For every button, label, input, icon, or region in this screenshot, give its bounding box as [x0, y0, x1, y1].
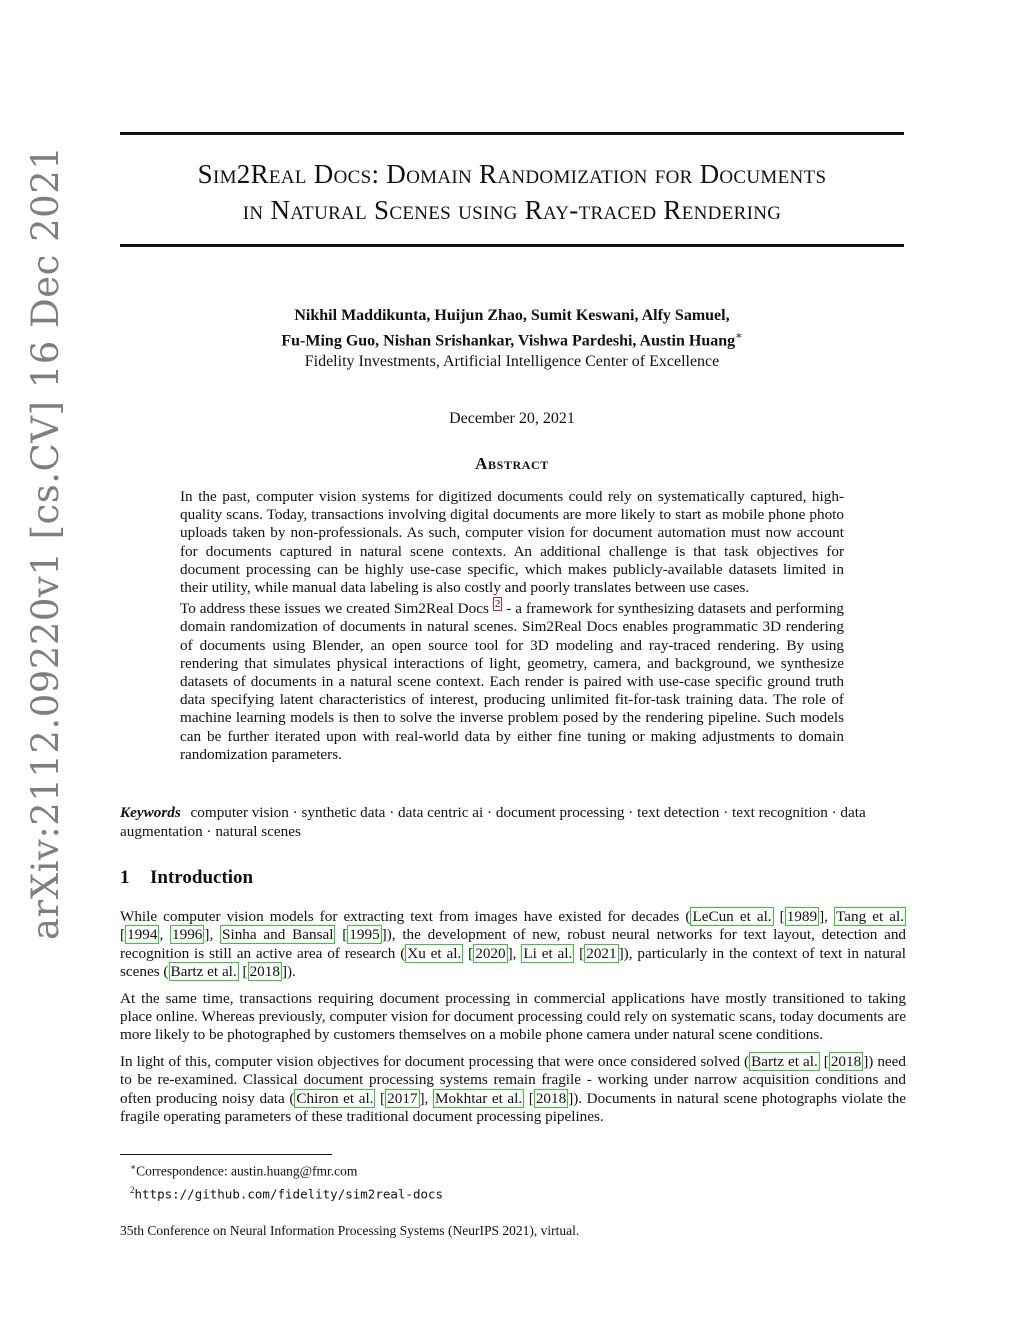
- paper-title: [110, 156, 914, 228]
- arxiv-stamp: arXiv:2112.09220v1 [cs.CV] 16 Dec 2021: [24, 145, 67, 940]
- citation-link[interactable]: 2018: [535, 1089, 567, 1107]
- keywords: [120, 804, 906, 841]
- text-run: ]).: [281, 963, 296, 981]
- keywords-text: computer vision · synthetic data · data centric ai · document processing · text detection · text recognition · data augmentation · natural scenes: [120, 804, 866, 840]
- author-names-line-2-text: Fu-Ming Guo, Nishan Srishankar, Vishwa Pardeshi, Austin Huang: [281, 332, 736, 350]
- text-run: ],: [204, 926, 221, 944]
- abstract-paragraph-2: [180, 600, 844, 764]
- citation-link[interactable]: Sinha and Bansal: [222, 926, 334, 944]
- text-run: ]), particularly in the context of text in natural scenes (: [120, 944, 906, 981]
- intro-paragraph-3: [120, 1053, 906, 1127]
- introduction-body: [120, 908, 906, 1134]
- footnote-2: [130, 1181, 443, 1204]
- text-run: [: [819, 1052, 829, 1070]
- footnote-rule: [120, 1154, 332, 1155]
- text-run: [: [524, 1089, 534, 1107]
- text-run: ]) need to be re-examined. Classical document processing systems remain fragile - working under narrow acquisition conditions and often producing noisy data (: [120, 1052, 906, 1107]
- title-top-rule: [120, 132, 904, 135]
- section-title: Introduction: [150, 867, 254, 888]
- citation-link[interactable]: 2020: [475, 944, 506, 962]
- text-run: [: [120, 926, 126, 944]
- footnote-1: [130, 1158, 443, 1181]
- text-run: ],: [819, 908, 835, 925]
- text-run: ],: [419, 1089, 433, 1107]
- abstract-paragraph-1: In the past, computer vision systems for digitized documents could rely on systematically captured, high-quality scans. Today, transactions involving digital documents are more likely to start as mobile phone photo uploads taken by non-professionals. As such, computer vision for document automation must now account for documents captured in natural scene contexts. An additional challenge is that task objectives for document processing can be highly use-case specific, which makes publicly-available datasets limited in their utility, while manual data labeling is also costly and poorly translates between use cases.: [180, 488, 844, 597]
- text-run: ],: [507, 944, 522, 962]
- text-run: [: [574, 944, 585, 962]
- intro-paragraph-1: [120, 908, 906, 982]
- section-heading-introduction: [120, 867, 253, 889]
- abstract-body: [180, 488, 844, 767]
- citation-link[interactable]: 1996: [172, 926, 203, 944]
- paper-date: December 20, 2021: [449, 410, 575, 427]
- citation-link[interactable]: 2021: [586, 944, 617, 962]
- citation-link[interactable]: Mokhtar et al.: [434, 1089, 523, 1107]
- keywords-label: Keywords: [120, 804, 181, 821]
- citation-link[interactable]: Bartz et al.: [751, 1052, 818, 1070]
- affiliation: Fidelity Investments, Artificial Intelligence Center of Excellence: [304, 353, 720, 371]
- text-run: [: [463, 944, 474, 962]
- citation-link[interactable]: LeCun et al.: [692, 908, 772, 925]
- text-run: ,: [159, 926, 171, 944]
- footnote-2-url-link[interactable]: https://github.com/fidelity/sim2real-docs: [134, 1186, 444, 1201]
- abstract-p2-text-end: - a framework for synthesizing datasets and performing domain randomization of documents in natural scenes. Sim2Real Docs enables programmatic 3D rendering of documents using Blender, an open source tool for 3D modeling and ray-traced rendering. By using rendering that simulates physical interactions of light, geometry, camera, and background, we synthesize datasets of documents in a natural scene context. Each render is paired with use-case specific ground truth data specifying latent characteristics of interest, producing unlimited fit-for-task training data. The role of machine learning models is then to solve the inverse problem posed by the rendering pipeline. Such models can be further iterated upon with real-world data by either fine tuning or making adjustments to domain randomization parameters.: [180, 600, 845, 763]
- text-run: While computer vision models for extracting text from images have existed for decades (: [120, 908, 691, 925]
- footnote-1-mark: ∗: [130, 1162, 137, 1172]
- citation-link[interactable]: 2018: [830, 1052, 862, 1070]
- author-names-line-1: Nikhil Maddikunta, Huijun Zhao, Sumit Keswani, Alfy Samuel,: [294, 307, 730, 324]
- author-block: [120, 305, 904, 372]
- section-number: 1: [120, 867, 130, 888]
- citation-link[interactable]: 1995: [349, 926, 380, 944]
- text-run: ]). Documents in natural scene photographs violate the fragile operating parameters of these traditional document processing pipelines.: [120, 1089, 907, 1126]
- footnotes: [130, 1158, 443, 1203]
- citation-link[interactable]: Xu et al.: [407, 944, 462, 962]
- citation-link[interactable]: Bartz et al.: [170, 963, 237, 981]
- citation-link[interactable]: 2018: [249, 963, 280, 981]
- text-run: In light of this, computer vision objectives for document processing that were once considered solved (: [120, 1052, 750, 1070]
- abstract-p2-text-start: To address these issues we created Sim2Real Docs: [180, 600, 489, 618]
- citation-link[interactable]: Tang et al.: [836, 908, 905, 925]
- venue-footer: 35th Conference on Neural Information Processing Systems (NeurIPS 2021), virtual.: [120, 1223, 580, 1238]
- text-run: [: [773, 908, 785, 925]
- citation-link[interactable]: 2017: [387, 1089, 418, 1107]
- text-run: [: [335, 926, 348, 944]
- text-run: [: [375, 1089, 386, 1107]
- text-run: ]), the development of new, robust neural networks for text layout, detection and recognition is still an active area of research (: [120, 926, 907, 962]
- title-bottom-rule: [120, 244, 904, 247]
- author-names-line-2: [120, 326, 904, 351]
- intro-paragraph-2: At the same time, transactions requiring document processing in commercial applications have mostly transitioned to taking place online. Whereas previously, computer vision for document processing could rely on systematic scans, today documents are more likely to be photographed by customers themselves on a mobile phone camera under natural scene conditions.: [120, 989, 906, 1044]
- citation-link[interactable]: 1994: [127, 926, 158, 944]
- title-line-2: in Natural Scenes using Ray-traced Rendering: [242, 195, 782, 225]
- citation-link[interactable]: Li et al.: [523, 944, 573, 962]
- text-run: [: [238, 963, 248, 981]
- abstract-heading: Abstract: [475, 454, 549, 473]
- corresponding-author-mark: ∗: [735, 330, 743, 342]
- footnote-1-text: Correspondence: austin.huang@fmr.com: [136, 1163, 358, 1179]
- footnote-2-link[interactable]: 2: [494, 598, 501, 611]
- title-line-1: Sim2Real Docs: Domain Randomization for Documents: [197, 159, 827, 189]
- citation-link[interactable]: Chiron et al.: [296, 1089, 374, 1107]
- footnote-2-mark: 2: [130, 1184, 135, 1195]
- citation-link[interactable]: 1989: [786, 908, 818, 925]
